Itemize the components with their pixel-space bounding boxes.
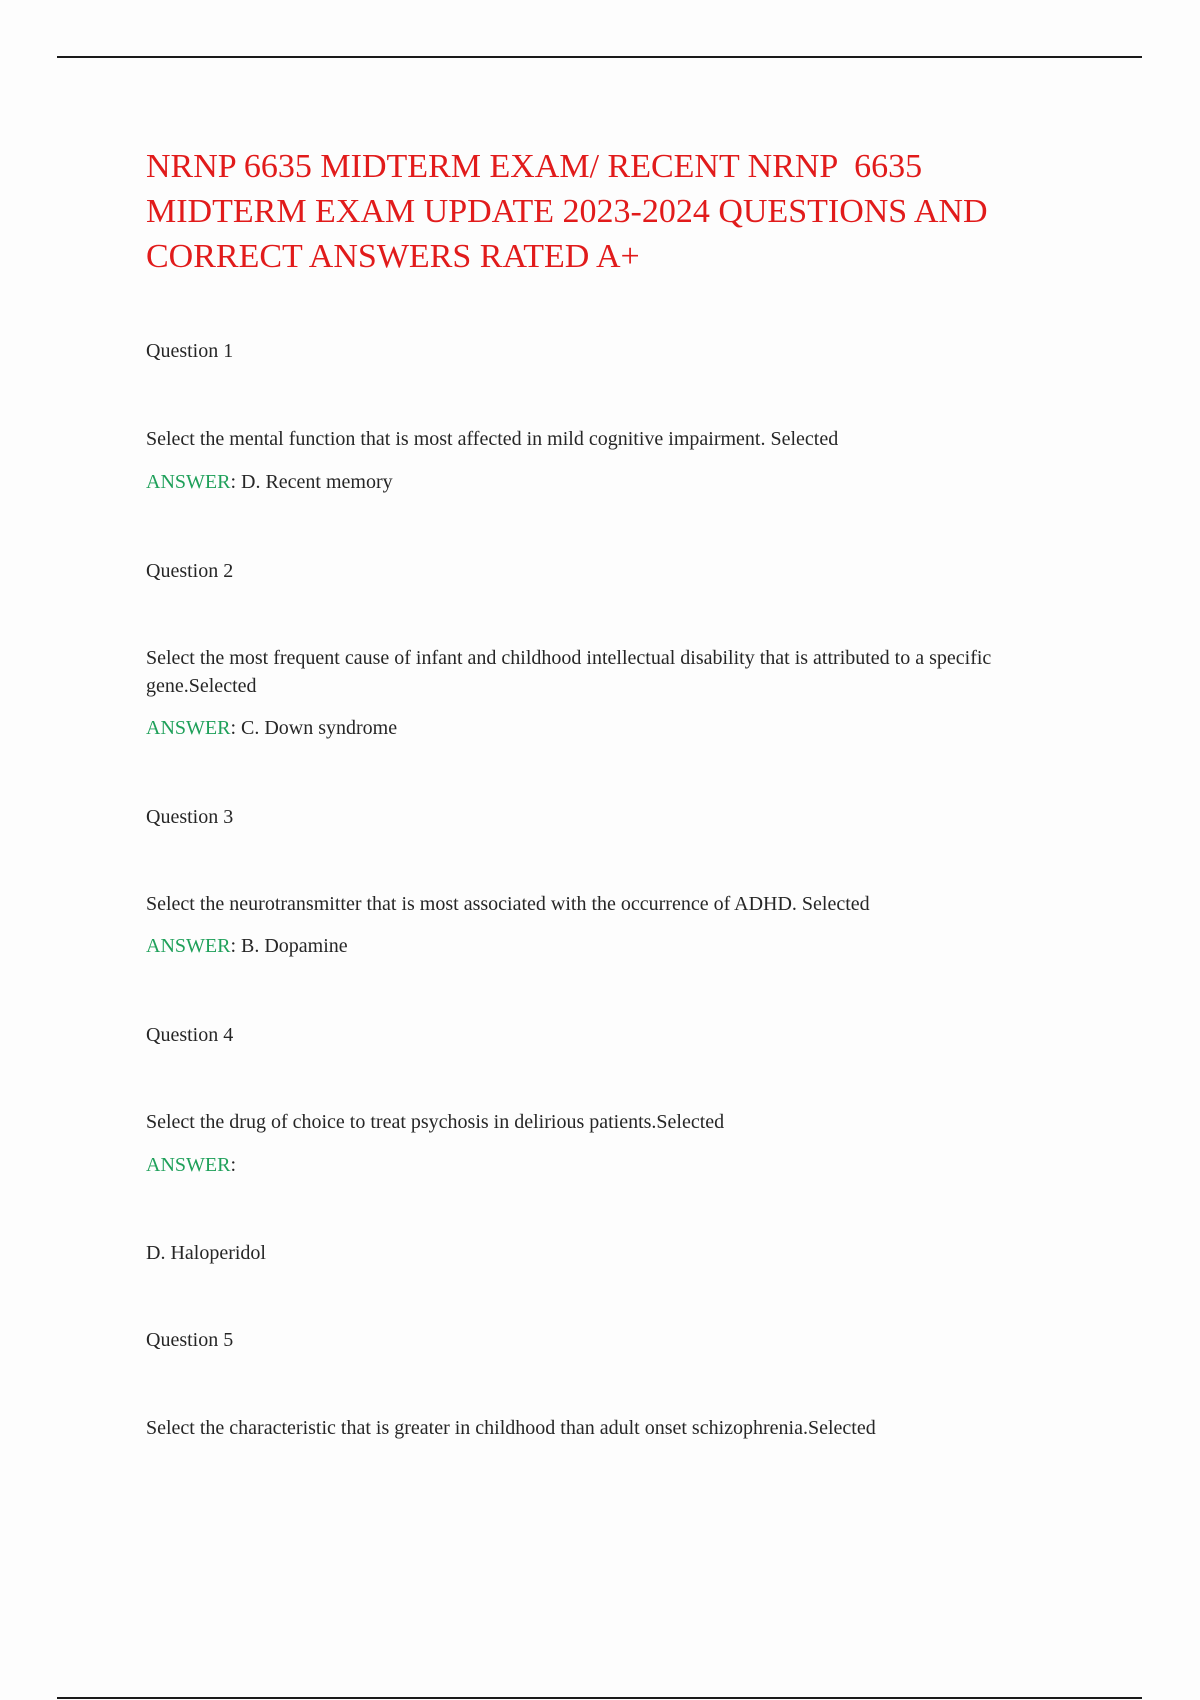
answer-keyword: ANSWER — [146, 935, 231, 957]
answer-separator: : — [230, 717, 237, 739]
answer-value: C. Down syndrome — [236, 717, 398, 739]
answer-keyword: ANSWER — [146, 471, 231, 493]
header-rule — [57, 56, 1142, 58]
answer-separator: : — [230, 471, 237, 493]
question-label: Question 1 — [146, 340, 234, 362]
question-label: Question 2 — [146, 560, 234, 582]
answer-keyword: ANSWER — [146, 1154, 231, 1176]
answer-line — [146, 1154, 236, 1177]
answer-line — [146, 471, 393, 494]
title-line: CORRECT ANSWERS RATED A+ — [146, 238, 640, 275]
answer-keyword: ANSWER — [146, 717, 231, 739]
footer-rule — [57, 1697, 1142, 1699]
question-label: Question 4 — [146, 1024, 234, 1046]
title-line: MIDTERM EXAM UPDATE 2023-2024 QUESTIONS AND — [146, 193, 988, 230]
answer-value: D. Haloperidol — [146, 1242, 266, 1264]
answer-separator: : — [230, 1154, 237, 1176]
title-line: NRNP 6635 MIDTERM EXAM/ RECENT NRNP 6635 — [146, 148, 923, 185]
answer-value: B. Dopamine — [236, 935, 348, 957]
question-text: Select the most frequent cause of infant and childhood intellectual disability that is attributed to a specific gene.Selected — [146, 647, 992, 697]
answer-line — [146, 935, 348, 958]
question-label: Question 3 — [146, 806, 234, 828]
question-label: Question 5 — [146, 1329, 234, 1351]
answer-line — [146, 717, 397, 740]
question-text: Select the characteristic that is greater in childhood than adult onset schizophrenia.Selected — [146, 1417, 876, 1439]
question-text: Select the drug of choice to treat psychosis in delirious patients.Selected — [146, 1111, 725, 1133]
question-text: Select the neurotransmitter that is most associated with the occurrence of ADHD. Selected — [146, 893, 870, 915]
answer-value: D. Recent memory — [236, 471, 393, 493]
document-title — [146, 144, 1086, 279]
answer-separator: : — [230, 935, 237, 957]
question-text: Select the mental function that is most affected in mild cognitive impairment. Selected — [146, 428, 839, 450]
